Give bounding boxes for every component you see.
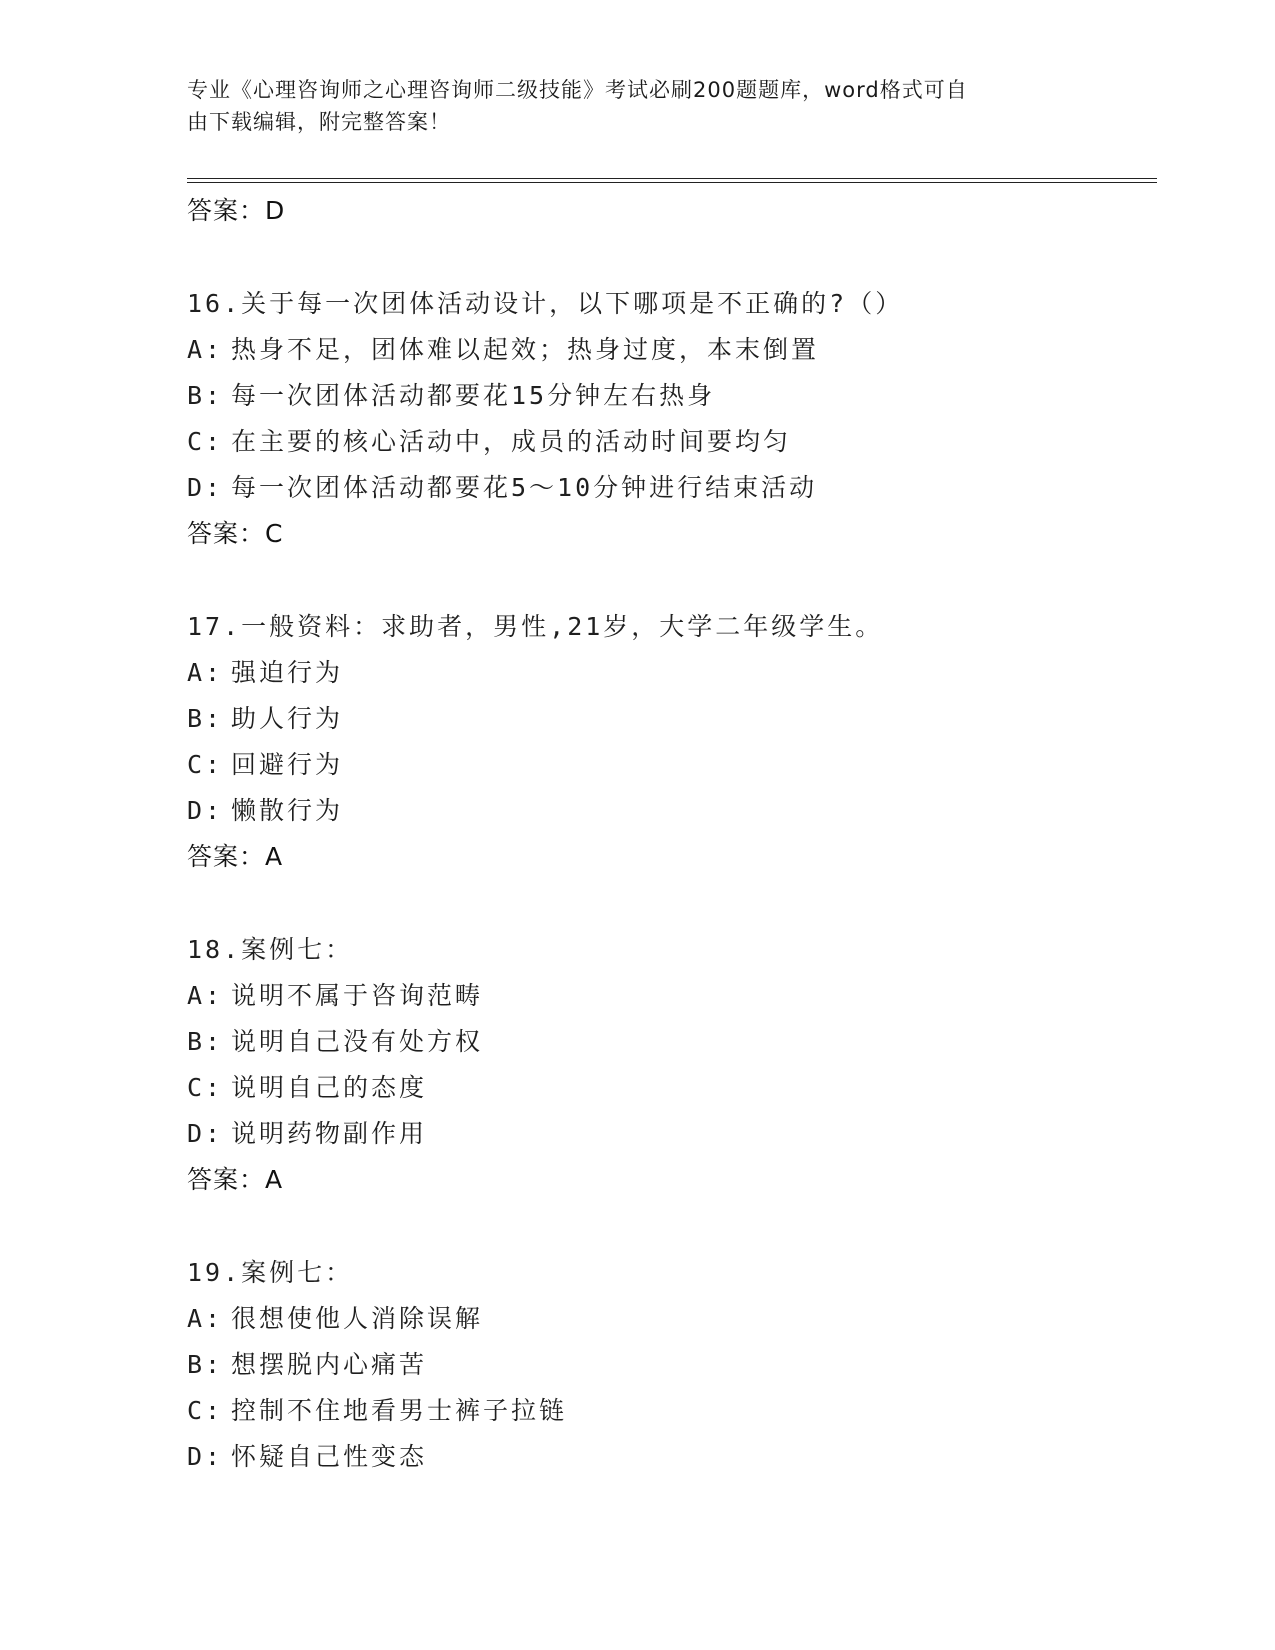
option-c: [187, 1388, 1157, 1434]
option-b: [187, 1342, 1157, 1388]
option-text: 说明自己的态度: [231, 1073, 428, 1102]
option-text: 助人行为: [231, 704, 344, 733]
option-c: [187, 419, 1157, 465]
header-line-1: 专业《心理咨询师之心理咨询师二级技能》考试必刷200题题库，word格式可自: [187, 78, 968, 102]
option-text: 控制不住地看男士裤子拉链: [231, 1396, 568, 1425]
option-key: D:: [187, 473, 224, 502]
option-text: 回避行为: [231, 750, 344, 779]
option-d: [187, 1111, 1157, 1157]
option-a: [187, 973, 1157, 1019]
option-key: D:: [187, 1442, 224, 1471]
question-19: [187, 1250, 1157, 1480]
option-d: [187, 1434, 1157, 1480]
option-text: 想摆脱内心痛苦: [231, 1350, 428, 1379]
question-list: [187, 188, 1157, 1527]
question-stem: 18.案例七：: [187, 935, 354, 964]
question-16: [187, 281, 1157, 557]
option-text: 说明不属于咨询范畴: [231, 981, 484, 1010]
previous-answer: 答案：D: [187, 196, 286, 225]
option-key: C:: [187, 1073, 224, 1102]
header-divider: [187, 178, 1157, 183]
option-key: C:: [187, 1396, 224, 1425]
option-key: C:: [187, 427, 224, 456]
option-text: 强迫行为: [231, 658, 344, 687]
header-line-2: 由下载编辑，附完整答案！: [187, 110, 451, 134]
option-key: A:: [187, 1304, 224, 1333]
question-stem: 19.案例七：: [187, 1258, 354, 1287]
document-page: [187, 0, 1157, 1650]
option-key: B:: [187, 1350, 224, 1379]
option-key: D:: [187, 1119, 224, 1148]
answer-line: 答案：A: [187, 842, 284, 871]
option-key: B:: [187, 1027, 224, 1056]
question-stem: 16.关于每一次团体活动设计，以下哪项是不正确的?（）: [187, 289, 904, 318]
option-key: A:: [187, 658, 224, 687]
option-text: 每一次团体活动都要花15分钟左右热身: [231, 381, 716, 410]
question-stem: 17.一般资料：求助者，男性,21岁，大学二年级学生。: [187, 612, 884, 641]
option-text: 热身不足，团体难以起效；热身过度，本末倒置: [231, 335, 820, 364]
option-c: [187, 1065, 1157, 1111]
option-text: 懒散行为: [231, 796, 344, 825]
option-b: [187, 1019, 1157, 1065]
option-text: 说明自己没有处方权: [231, 1027, 484, 1056]
option-b: [187, 696, 1157, 742]
document-header: [187, 74, 1067, 138]
option-a: [187, 650, 1157, 696]
answer-line: 答案：C: [187, 519, 284, 548]
question-18: [187, 927, 1157, 1203]
option-d: [187, 788, 1157, 834]
option-text: 在主要的核心活动中，成员的活动时间要均匀: [231, 427, 792, 456]
option-c: [187, 742, 1157, 788]
option-text: 很想使他人消除误解: [231, 1304, 484, 1333]
option-key: C:: [187, 750, 224, 779]
option-key: B:: [187, 381, 224, 410]
question-17: [187, 604, 1157, 880]
option-text: 每一次团体活动都要花5～10分钟进行结束活动: [231, 473, 818, 502]
option-key: B:: [187, 704, 224, 733]
answer-line: 答案：A: [187, 1165, 284, 1194]
option-d: [187, 465, 1157, 511]
option-text: 说明药物副作用: [231, 1119, 428, 1148]
option-a: [187, 327, 1157, 373]
option-b: [187, 373, 1157, 419]
option-key: A:: [187, 981, 224, 1010]
option-text: 怀疑自己性变态: [231, 1442, 428, 1471]
option-a: [187, 1296, 1157, 1342]
option-key: A:: [187, 335, 224, 364]
option-key: D:: [187, 796, 224, 825]
